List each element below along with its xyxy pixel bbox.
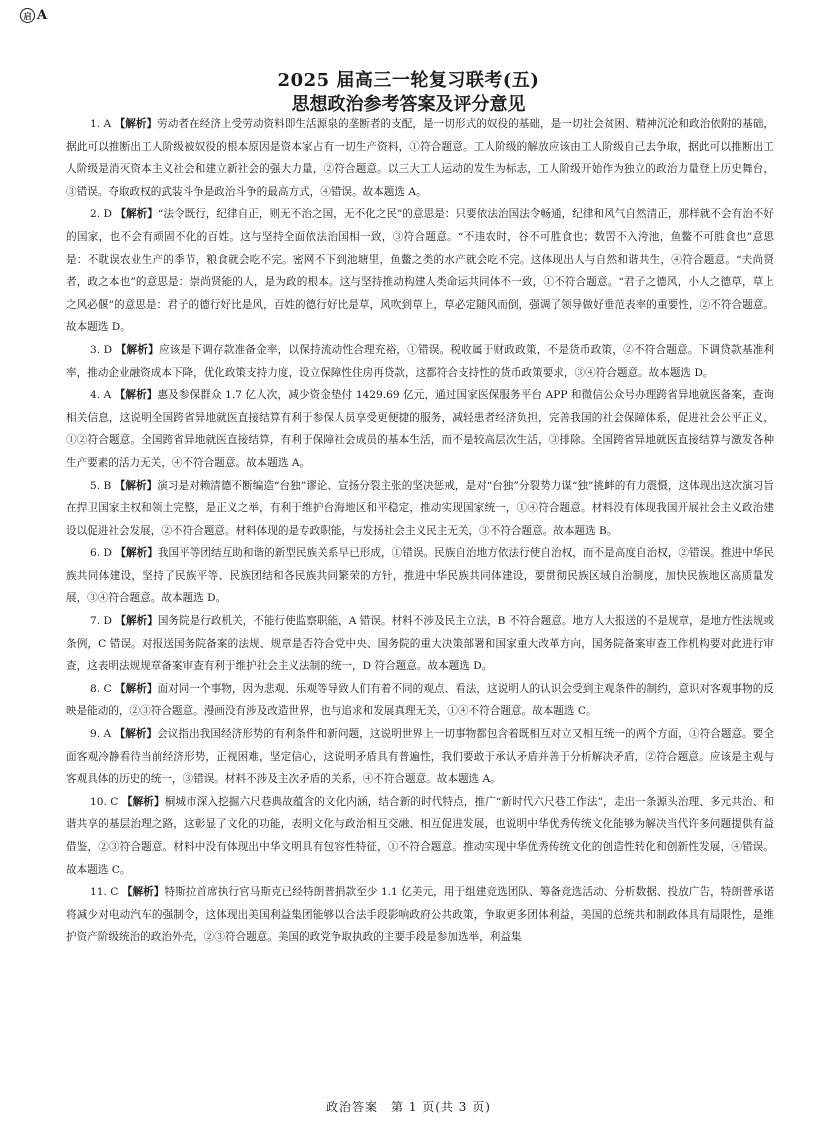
answer-text: 国务院是行政机关，不能行使监察职能，A 错误。材料不涉及民主立法，B 不符合题意。地方人大报送的不是规章，是地方性法规或条例，C 错误。对报送国务院备案的法规、规章是否符合党中央、国务院的重大决策部署和国家重大改革方向，国务院备案审查工作机构要对此进行审查，这表明法规规章备案审查有利于维护社会主义法制的统一，D 符合题意。故本题选 D。 xyxy=(66,615,775,673)
answer-item xyxy=(66,881,774,949)
answer-number: 4. A xyxy=(90,389,112,402)
answer-item xyxy=(66,791,774,881)
answer-item xyxy=(66,384,774,474)
page-subtitle: 思想政治参考答案及评分意见 xyxy=(291,94,526,115)
corner-label: A xyxy=(37,8,48,23)
analysis-tag: 【解析】 xyxy=(114,728,158,741)
answer-number: 5. B xyxy=(90,479,112,492)
answer-number: 9. A xyxy=(90,728,112,741)
answer-number: 6. D xyxy=(90,547,112,560)
analysis-tag: 【解析】 xyxy=(121,886,165,899)
answer-number: 11. C xyxy=(90,886,119,899)
answer-item xyxy=(66,542,774,610)
answer-text: 会议指出我国经济形势的有利条件和新问题，这说明世界上一切事物都包含着既相互对立又相互统一的两个方面，①符合题意。要全面客观冷静看待当前经济形势，正视困难，坚定信心，这说明矛盾具有普遍性，我们要敢于承认矛盾并善于分析解决矛盾，②符合题意。应该是主观与客观具体的历史的统一，③错误。材料不涉及主次矛盾的关系，④不符合题意。故本题选 A。 xyxy=(66,728,774,786)
analysis-tag: 【解析】 xyxy=(115,343,159,356)
analysis-tag: 【解析】 xyxy=(115,208,158,221)
analysis-tag: 【解析】 xyxy=(115,547,158,560)
answer-text: 面对同一个事物，因为悲观、乐观等导致人们有着不同的观点、看法，这说明人的认识会受到主观条件的制约，意识对客观事物的反映是能动的，②③符合题意。漫画没有涉及改造世界，也与追求和发展真理无关，①④不符合题意。故本题选 C。 xyxy=(66,682,774,718)
corner-mark xyxy=(20,8,47,23)
answer-text: 应该是下调存款准备金率，以保持流动性合理充裕，①错误。税收属于财政政策，不是货币政策，②不符合题意。下调贷款基准利率，推动企业融资成本下降，优化政策支持力度，设立保障性住房再贷款，这都符合支持性的货币政策要求，③④符合题意。故本题选 D。 xyxy=(66,343,775,379)
answer-number: 8. C xyxy=(90,682,112,695)
answer-item xyxy=(66,610,774,678)
page-title: 2025 届高三一轮复习联考(五) xyxy=(277,70,540,91)
answer-number: 1. A xyxy=(90,118,112,130)
answer-item xyxy=(66,203,774,339)
answer-number: 2. D xyxy=(90,208,112,221)
page-footer: 政治答案 第 1 页(共 3 页) xyxy=(326,1100,491,1114)
answer-item xyxy=(66,113,774,203)
answer-text: 桐城市深入挖掘六尺巷典故蕴含的文化内涵，结合新的时代特点，推广“新时代六尺巷工作法”，走出一条源头治理、多元共治、和谐共享的基层治理之路，这彰显了文化的功能，表明文化与政治相互交融、相互促进发展，也说明中华优秀传统文化能够为解决当代许多问题提供有益借鉴，②③符合题意。材料中没有体现出中华文明具有包容性特征，①不符合题意。推动实现中华优秀传统文化的创造性转化和创新性发展，④错误。故本题选 C。 xyxy=(66,795,775,876)
answer-item xyxy=(66,339,774,384)
answer-number: 10. C xyxy=(90,795,119,808)
analysis-tag: 【解析】 xyxy=(114,118,158,130)
answer-text: 演习是对赖清德不断编造“台独”谬论、宣扬分裂主张的坚决惩戒，是对“台独”分裂势力谋“独”挑衅的有力震慑，这体现出这次演习旨在捍卫国家主权和领土完整，是正义之举，有利于维护台海地区和平稳定，推动实现国家统一，①④符合题意。材料没有体现我国开展社会主义政治建设以促进社会发展，②不符合题意。材料体现的是专政职能，与发扬社会主义民主无关，③不符合题意。故本题选 B。 xyxy=(66,479,775,537)
answer-text: 我国平等团结互助和谐的新型民族关系早已形成，①错误。民族自治地方依法行使自治权，而不是高度自治权，②错误。推进中华民族共同体建设，坚持了民族平等、民族团结和各民族共同繁荣的方针，推进中华民族共同体建设，要贯彻民族区域自治制度，加快民族地区高质量发展，③④符合题意。故本题选 D。 xyxy=(66,547,775,605)
answer-list xyxy=(66,113,774,949)
analysis-tag: 【解析】 xyxy=(115,682,158,695)
answer-number: 3. D xyxy=(90,343,113,356)
answer-item xyxy=(66,723,774,791)
answer-text: 惠及参保群众 1.7 亿人次，减少资金垫付 1429.69 亿元，通过国家医保服务平台 APP 和微信公众号办理跨省异地就医备案，查询相关信息，这说明全国跨省异地就医直接结算有利于参保人员享受更便捷的服务，减轻患者经济负担，完善我国的社会保障体系，促进社会公平正义，①②符合题意。全国跨省异地就医直接结算，有利于保障社会成员的基本生活，而不是较高层次生活，③排除。全国跨省异地就医直接结算与激发各种生产要素的活力无关，④不符合题意。故本题选 A。 xyxy=(66,389,774,469)
answer-text: “法令既行，纪律自正，则无不治之国，无不化之民”的意思是：只要依法治国法令畅通，纪律和风气自然清正，那样就不会有治不好的国家，也不会有顽固不化的百姓。这与坚持全面依法治国相一致，③符合题意。“不违农时，谷不可胜食也；数罟不入洿池，鱼鳖不可胜食也”意思是：不耽误农业生产的季节，粮食就会吃不完。密网不下到池塘里，鱼鳖之类的水产就会吃不完。这体现出人与自然和谐共生，④符合题意。“夫尚贤者，政之本也”的意思是：崇尚贤能的人，是为政的根本。这与坚持推动构建人类命运共同体不一致，①不符合题意。“君子之德风，小人之德草，草上之风必偃”的意思是：君子的德行好比是风，百姓的德行好比是草，风吹到草上，草必定随风而倒，强调了领导做好垂范表率的重要性，②不符合题意。故本题选 D。 xyxy=(66,208,775,334)
answer-text: 特斯拉首席执行官马斯克已经特朗普捐款至少 1.1 亿美元，用于组建竞选团队、筹备竞选活动、分析数据、投放广告，特朗普承诺将减少对电动汽车的强制令，这体现出美国利益集团能够以合法手段影响政府公共政策，争取更多团体利益，美国的总统共和制政体具有局限性，是维护资产阶级统治的政治外壳，②③符合题意。美国的政党争取执政的主要手段是参加选举，利益集 xyxy=(66,886,775,944)
answer-text: 劳动者在经济上受劳动资料即生活源泉的垄断者的支配，是一切形式的奴役的基础，是一切社会贫困、精神沉沦和政治依附的基础，据此可以推断出工人阶级被奴役的根本原因是资本家占有一切生产资料，①符合题意。工人阶级的解放应该由工人阶级自己去争取，据此可以推断出工人阶级是消灭资本主义社会和建立新社会的强大力量，②符合题意。以三大工人运动的发生为标志，工人阶级开始作为独立的政治力量登上历史舞台，③错误。夺取政权的武装斗争是政治斗争的最高方式，④错误。故本题选 A。 xyxy=(66,118,774,198)
analysis-tag: 【解析】 xyxy=(114,479,158,492)
answer-number: 7. D xyxy=(90,615,112,628)
answer-item xyxy=(66,475,774,543)
analysis-tag: 【解析】 xyxy=(121,795,165,808)
seal-icon: 启 xyxy=(20,8,35,23)
analysis-tag: 【解析】 xyxy=(114,389,158,402)
analysis-tag: 【解析】 xyxy=(115,615,158,628)
answer-item xyxy=(66,678,774,723)
